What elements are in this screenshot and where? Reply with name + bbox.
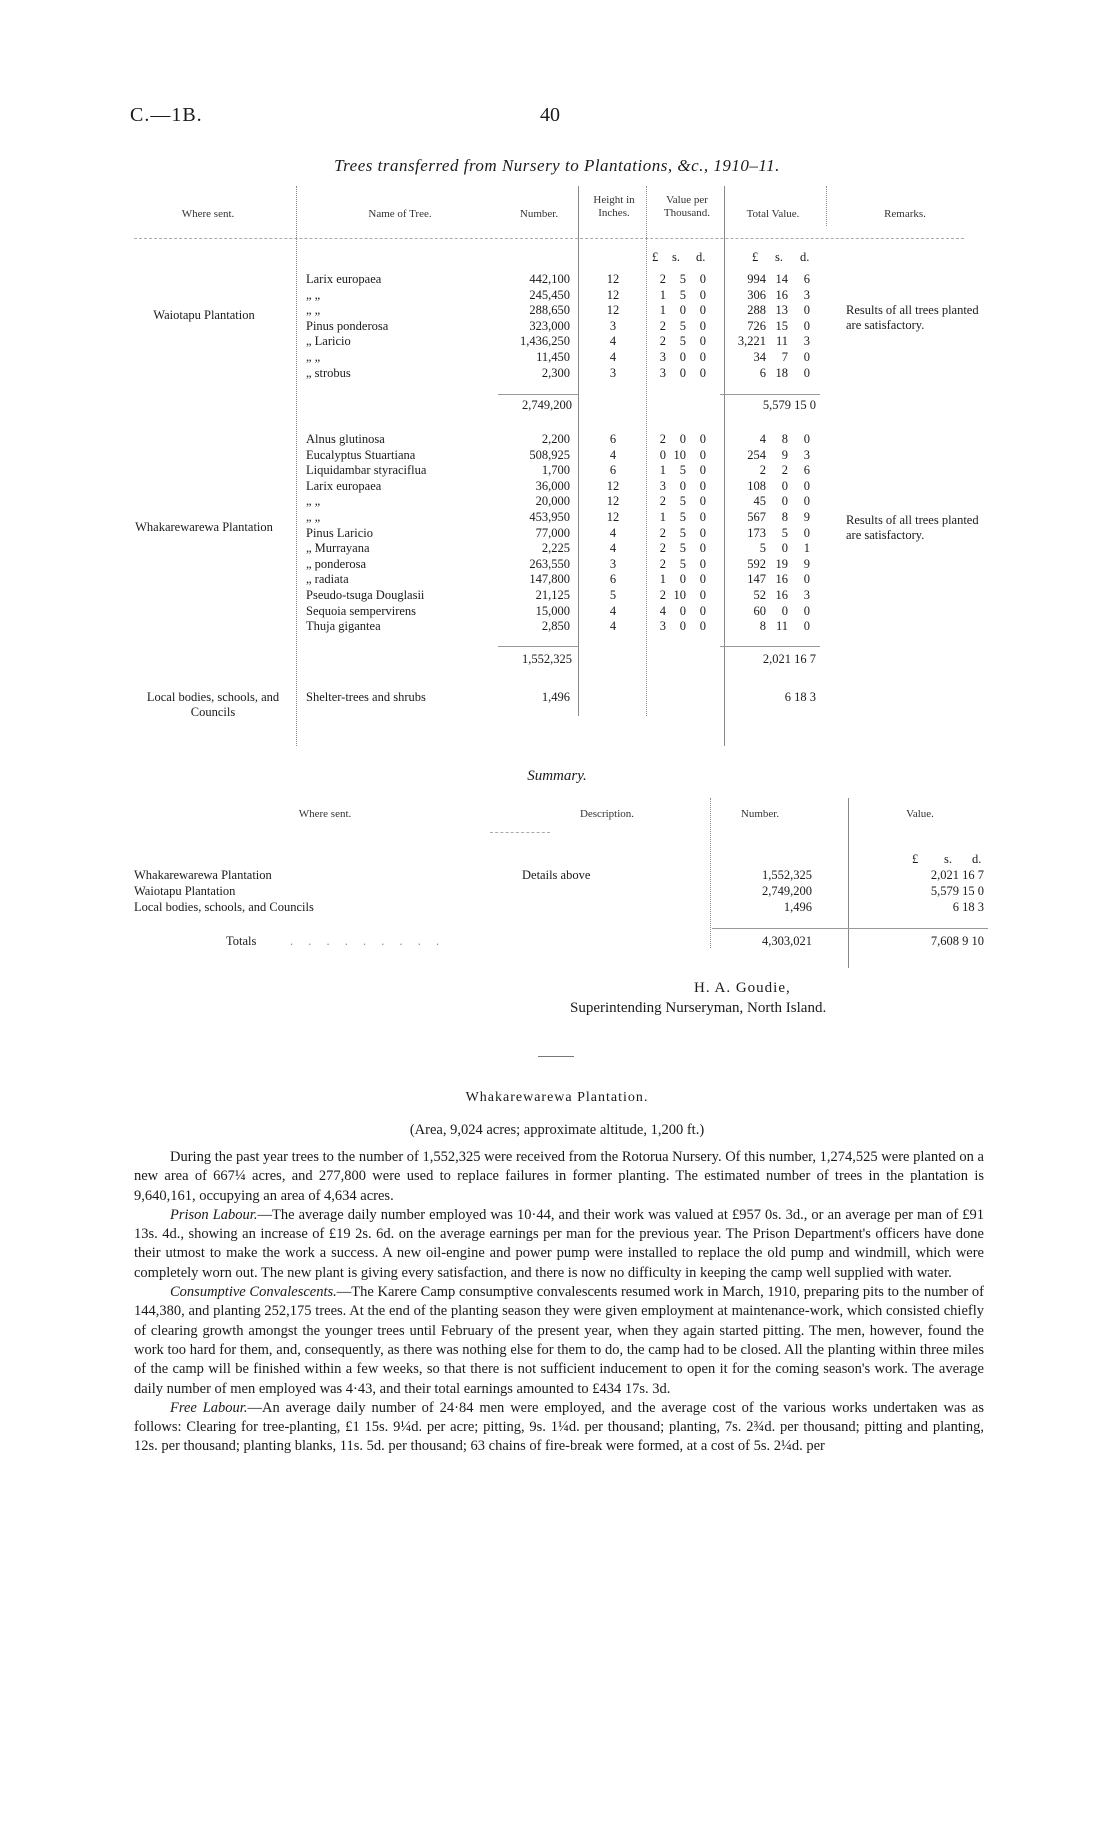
paragraph-text: —The Karere Camp consumptive convalescents resumed work in March, 1910, preparing pits to the number of 144,380, and planting 252,175 trees. At the end of the planting season they were given employment at maintenance-work, which consisted chiefly of clearing growth amongst the younger trees until February of the present year, when they again started pitting. The men, however, found the work too hard for them, and, consequently, as there was nothing else for them to do, the camp had to be closed. All the planting within three miles of the camp will be finished within a few weeks, so that there is not sufficient inducement to open it for the coming season's work. The average daily number of men employed was 4·43, and their total earnings amounted to £434 17s. 3d. (134, 1284, 984, 1397)
tree-height: 3 (609, 365, 617, 380)
value-pence: 0 (699, 572, 706, 587)
tree-height: 4 (609, 350, 617, 364)
tree-name: „ Laricio (306, 334, 351, 349)
total-pounds: 3,221 (737, 334, 766, 349)
paragraph-lead: Prison Labour. (170, 1206, 258, 1223)
header-rule (134, 238, 964, 239)
value-shillings: 5 (679, 541, 686, 556)
summary-col-number: Number. (740, 808, 780, 820)
value-pence: 0 (699, 287, 706, 302)
value-shillings: 5 (679, 510, 686, 524)
total-pounds: 592 (747, 556, 766, 571)
col-remarks: Remarks. (884, 208, 926, 220)
summary-header-rule (490, 832, 550, 833)
total-shillings: 16 (775, 588, 788, 602)
paragraph-summary: During the past year trees to the number of 1,552,325 were received from the Rotorua Nursery. Of this number, 1,274,525 were planted on a new area of 667¼ acres, and 277,800 were used to replace failures in former planting. The estimated number of trees in the plantation is 9,640,161, occupying an area of 4,634 acres. (134, 1149, 984, 1204)
tree-height: 3 (609, 556, 617, 571)
value-pounds: 2 (659, 334, 666, 349)
value-pounds: 1 (659, 287, 666, 302)
tree-number: 147,800 (529, 572, 570, 587)
value-pounds: 2 (659, 556, 666, 571)
total-pounds: 2 (759, 463, 766, 478)
total-pence: 3 (803, 334, 810, 349)
value-pounds: 1 (659, 510, 666, 524)
total-shillings: 0 (781, 478, 788, 493)
unit-shillings: s. (775, 250, 783, 264)
tree-name: Larix europaea (306, 478, 382, 493)
summary-value: 2,021 16 7 (930, 868, 984, 882)
subtotal-rule (720, 646, 820, 647)
tree-name: Eucalyptus Stuartiana (306, 447, 416, 462)
tree-name: Pinus Laricio (306, 525, 374, 540)
summary-number: 1,552,325 (762, 868, 812, 882)
total-shillings: 16 (775, 287, 788, 302)
signature-name: H. A. Goudie, (694, 980, 791, 996)
value-pounds: 2 (659, 525, 666, 540)
tree-height: 4 (609, 334, 617, 349)
total-shillings: 13 (775, 303, 788, 318)
unit-shillings: s. (672, 250, 680, 264)
unit-pounds: £ (752, 250, 759, 264)
total-pence: 0 (803, 365, 810, 380)
tree-number: 442,100 (529, 272, 570, 286)
total-pence: 0 (803, 494, 810, 509)
value-shillings: 5 (679, 494, 686, 509)
subtotal-rule (498, 646, 578, 647)
total-pence: 0 (803, 572, 810, 587)
tree-height: 12 (606, 478, 620, 493)
total-shillings: 5 (781, 525, 788, 540)
value-pounds: 3 (659, 619, 666, 634)
tree-number: 1,700 (541, 463, 570, 478)
col-number: Number. (519, 208, 559, 220)
tree-number: 20,000 (535, 494, 570, 509)
total-pounds: 994 (747, 272, 766, 286)
subtotal-rule (720, 394, 820, 395)
value-shillings: 5 (679, 525, 686, 540)
tree-height: 4 (609, 619, 617, 634)
total-pence: 0 (803, 303, 810, 318)
value-shillings: 5 (679, 318, 686, 333)
value-pounds: 1 (659, 303, 666, 318)
signature-title: Superintending Nurseryman, North Island. (570, 1000, 827, 1016)
total-pence: 3 (803, 588, 810, 602)
document-reference: C.—1B. (130, 104, 203, 126)
total-pounds: 147 (747, 572, 766, 587)
section-divider (538, 1056, 574, 1057)
tree-number: 453,950 (529, 510, 570, 524)
summary-unit-shillings: s. (944, 852, 952, 866)
value-shillings: 5 (679, 287, 686, 302)
value-pounds: 2 (659, 588, 666, 602)
local-number: 1,496 (541, 690, 570, 704)
waiotapu-total-number: 2,749,200 (522, 398, 572, 412)
total-pounds: 306 (747, 287, 766, 302)
value-pounds: 1 (659, 463, 666, 478)
tree-name: „ ponderosa (306, 556, 367, 571)
total-pounds: 34 (753, 350, 766, 364)
tree-number: 15,000 (535, 603, 570, 618)
column-divider (296, 186, 297, 746)
unit-pence: d. (696, 250, 706, 264)
total-pence: 1 (803, 541, 810, 556)
value-shillings: 0 (679, 619, 686, 634)
tree-name: „ Murrayana (306, 541, 370, 556)
value-pounds: 2 (659, 541, 666, 556)
tree-name: „ radiata (306, 572, 349, 587)
value-shillings: 5 (679, 463, 686, 478)
summary-where: Waiotapu Plantation (134, 884, 236, 898)
total-shillings: 0 (781, 603, 788, 618)
total-pence: 6 (803, 272, 810, 286)
value-pence: 0 (699, 272, 706, 286)
summary-divider (710, 798, 711, 948)
summary-where: Whakarewarewa Plantation (134, 868, 272, 882)
tree-height: 4 (609, 603, 617, 618)
value-pence: 0 (699, 525, 706, 540)
tree-height: 12 (606, 287, 620, 302)
value-pounds: 2 (659, 432, 666, 446)
summary-total-rule (712, 928, 988, 929)
summary-totals-label: Totals (226, 934, 257, 948)
section-subtitle: (Area, 9,024 acres; approximate altitude, 1,200 ft.) (409, 1122, 705, 1138)
col-name: Name of Tree. (368, 208, 432, 220)
value-pounds: 1 (659, 572, 666, 587)
total-pence: 0 (803, 318, 810, 333)
value-shillings: 5 (679, 556, 686, 571)
summary-col-value: Value. (906, 808, 934, 820)
total-pence: 9 (803, 510, 810, 524)
tree-height: 4 (609, 541, 617, 556)
tree-name: Alnus glutinosa (306, 432, 385, 446)
tree-name: „ „ (306, 350, 321, 364)
tree-number: 245,450 (529, 287, 570, 302)
total-pounds: 52 (753, 588, 766, 602)
total-pounds: 60 (753, 603, 766, 618)
value-pounds: 2 (659, 272, 666, 286)
total-pence: 0 (803, 350, 810, 364)
total-pounds: 45 (753, 494, 766, 509)
value-shillings: 0 (679, 303, 686, 318)
tree-height: 5 (609, 588, 617, 602)
total-pence: 9 (803, 556, 810, 571)
tree-height: 6 (609, 432, 617, 446)
tree-name: Sequoia sempervirens (306, 603, 417, 618)
value-pounds: 3 (659, 478, 666, 493)
local-tree-name: Shelter-trees and shrubs (306, 690, 426, 704)
site-whakarewarewa: Whakarewarewa Plantation (135, 520, 273, 534)
subtotal-rule (498, 394, 578, 395)
total-shillings: 8 (781, 510, 788, 524)
value-shillings: 10 (673, 447, 686, 462)
total-pounds: 567 (747, 510, 766, 524)
value-shillings: 0 (679, 350, 686, 364)
value-shillings: 10 (673, 588, 686, 602)
summary-col-where: Where sent. (298, 808, 352, 820)
tree-number: 2,850 (541, 619, 570, 634)
value-shillings: 0 (679, 478, 686, 493)
value-pounds: 3 (659, 350, 666, 364)
total-pence: 0 (803, 603, 810, 618)
tree-name: Liquidambar styraciflua (306, 463, 427, 478)
value-pence: 0 (699, 478, 706, 493)
value-shillings: 0 (679, 603, 686, 618)
summary-total-value: 7,608 9 10 (930, 934, 984, 948)
summary-value: 5,579 15 0 (930, 884, 984, 898)
paragraph-convalescents (134, 1283, 984, 1399)
total-pounds: 8 (759, 619, 766, 634)
col-height: Height in Inches. (593, 194, 635, 219)
col-total-value: Total Value. (746, 208, 800, 220)
section-title: Whakarewarewa Plantation. (465, 1090, 649, 1105)
total-shillings: 18 (775, 365, 788, 380)
summary-value: 6 18 3 (952, 900, 984, 914)
tree-number: 2,225 (541, 541, 570, 556)
site-local-bodies: Local bodies, schools, and Councils (146, 690, 280, 719)
col-where-sent: Where sent. (181, 208, 235, 220)
tree-height: 12 (606, 494, 620, 509)
value-pounds: 3 (659, 365, 666, 380)
tree-height: 6 (609, 572, 617, 587)
tree-name: „ „ (306, 494, 321, 509)
summary-divider (848, 798, 849, 968)
value-pence: 0 (699, 303, 706, 318)
total-pence: 3 (803, 287, 810, 302)
value-pounds: 0 (659, 447, 666, 462)
total-shillings: 0 (781, 541, 788, 556)
total-pounds: 726 (747, 318, 766, 333)
value-pence: 0 (699, 510, 706, 524)
total-shillings: 7 (781, 350, 788, 364)
tree-number: 288,650 (529, 303, 570, 318)
whakarewarewa-total-value: 2,021 16 7 (762, 652, 816, 666)
summary-title: Summary. (527, 768, 587, 784)
tree-height: 4 (609, 447, 617, 462)
total-shillings: 8 (781, 432, 788, 446)
col-value-per-thousand: Value per Thousand. (663, 194, 711, 219)
whakarewarewa-total-number: 1,552,325 (522, 652, 572, 666)
tree-number: 36,000 (535, 478, 570, 493)
paragraph-text: —The average daily number employed was 10·44, and their work was valued at £957 0s. 3d., or an average per man of £91 13s. 4d., showing an increase of £19 2s. 6d. on the average earnings per man for the previous year. The Prison Department's officers have done their utmost to make the work a success. A new oil-engine and power pump were installed to replace the old pump and windmill, which were completely worn out. The new plant is giving every satisfaction, and there is now no difficulty in keeping the camp well supplied with water. (134, 1206, 984, 1281)
total-pence: 0 (803, 432, 810, 446)
summary-description: Details above (522, 868, 591, 882)
paragraph-text: —An average daily number of 24·84 men were employed, and the average cost of the various works undertaken was as follows: Clearing for tree-planting, £1 15s. 9¼d. per acre; pitting, 9s. 1¼d. per thousand; planting, 7s. 2¾d. per thousand; pitting and planting, 12s. per thousand; planting blanks, 11s. 5d. per thousand; 63 chains of fire-break were formed, at a cost of 5s. 2¼d. per (134, 1399, 984, 1455)
total-pounds: 288 (747, 303, 766, 318)
total-pounds: 254 (747, 447, 766, 462)
waiotapu-total-value: 5,579 15 0 (762, 398, 816, 412)
value-pence: 0 (699, 603, 706, 618)
value-pence: 0 (699, 463, 706, 478)
tree-height: 3 (609, 318, 617, 333)
total-pence: 0 (803, 478, 810, 493)
tree-number: 323,000 (529, 318, 570, 333)
column-divider (578, 186, 579, 716)
unit-pounds: £ (652, 250, 659, 264)
summary-total-number: 4,303,021 (762, 934, 812, 948)
unit-pence: d. (800, 250, 810, 264)
site-waiotapu: Waiotapu Plantation (153, 308, 255, 322)
value-pounds: 2 (659, 494, 666, 509)
waiotapu-remark: Results of all trees planted are satisfactory. (846, 303, 979, 332)
column-divider (826, 186, 827, 226)
total-pence: 0 (803, 619, 810, 634)
total-pence: 3 (803, 447, 810, 462)
page-number: 40 (540, 104, 560, 126)
tree-number: 508,925 (529, 447, 570, 462)
value-shillings: 5 (679, 334, 686, 349)
value-pence: 0 (699, 556, 706, 571)
summary-unit-pounds: £ (912, 852, 919, 866)
table-title: Trees transferred from Nursery to Plantations, &c., 1910–11. (334, 156, 780, 175)
total-pounds: 4 (759, 432, 766, 446)
value-pence: 0 (699, 365, 706, 380)
value-pence: 0 (699, 432, 706, 446)
total-shillings: 14 (775, 272, 788, 286)
tree-name: Larix europaea (306, 272, 382, 286)
tree-number: 11,450 (536, 350, 570, 364)
paragraph-prison-labour (134, 1206, 984, 1283)
summary-unit-pence: d. (972, 852, 982, 866)
tree-number: 1,436,250 (520, 334, 570, 349)
tree-height: 12 (606, 303, 620, 318)
value-pence: 0 (699, 334, 706, 349)
tree-name: „ „ (306, 510, 321, 524)
total-shillings: 16 (775, 572, 788, 587)
value-pence: 0 (699, 350, 706, 364)
summary-number: 1,496 (783, 900, 812, 914)
leader-dots: . . . . . . . . . (290, 934, 446, 948)
whakarewarewa-remark: Results of all trees planted are satisfactory. (846, 513, 979, 542)
value-pounds: 4 (659, 603, 666, 618)
tree-name: „ strobus (306, 365, 351, 380)
value-shillings: 0 (679, 432, 686, 446)
tree-number: 21,125 (535, 588, 570, 602)
summary-col-description: Description. (579, 808, 635, 820)
value-pence: 0 (699, 318, 706, 333)
total-pounds: 108 (747, 478, 766, 493)
tree-number: 77,000 (535, 525, 570, 540)
total-shillings: 19 (775, 556, 788, 571)
value-shillings: 5 (679, 272, 686, 286)
tree-height: 6 (609, 463, 617, 478)
value-pence: 0 (699, 541, 706, 556)
tree-name: Pseudo-tsuga Douglasii (306, 588, 425, 602)
tree-name: „ „ (306, 287, 321, 302)
total-pounds: 5 (759, 541, 766, 556)
tree-number: 263,550 (529, 556, 570, 571)
tree-number: 2,200 (541, 432, 570, 446)
tree-height: 12 (606, 272, 620, 286)
tree-name: Pinus ponderosa (306, 318, 389, 333)
total-shillings: 2 (781, 463, 788, 478)
value-pence: 0 (699, 619, 706, 634)
local-value: 6 18 3 (784, 690, 816, 704)
tree-name: Thuja gigantea (306, 619, 381, 634)
paragraph-lead: Free Labour. (170, 1399, 248, 1416)
total-pence: 6 (803, 463, 810, 478)
total-pounds: 6 (759, 365, 766, 380)
value-pence: 0 (699, 588, 706, 602)
value-pounds: 2 (659, 318, 666, 333)
total-shillings: 11 (775, 334, 788, 349)
value-shillings: 0 (679, 365, 686, 380)
value-shillings: 0 (679, 572, 686, 587)
total-shillings: 9 (781, 447, 788, 462)
total-pounds: 173 (747, 525, 766, 540)
tree-height: 12 (606, 510, 620, 524)
paragraph-free-labour (134, 1399, 984, 1457)
body-text (134, 1148, 984, 1457)
column-divider (646, 186, 647, 716)
value-pence: 0 (699, 447, 706, 462)
tree-name: „ „ (306, 303, 321, 318)
tree-height: 4 (609, 525, 617, 540)
total-shillings: 11 (775, 619, 788, 634)
paragraph-lead: Consumptive Convalescents. (170, 1284, 337, 1301)
total-shillings: 15 (775, 318, 788, 333)
summary-where: Local bodies, schools, and Councils (134, 900, 314, 914)
total-pence: 0 (803, 525, 810, 540)
tree-number: 2,300 (541, 365, 570, 380)
total-shillings: 0 (781, 494, 788, 509)
value-pence: 0 (699, 494, 706, 509)
summary-number: 2,749,200 (762, 884, 812, 898)
